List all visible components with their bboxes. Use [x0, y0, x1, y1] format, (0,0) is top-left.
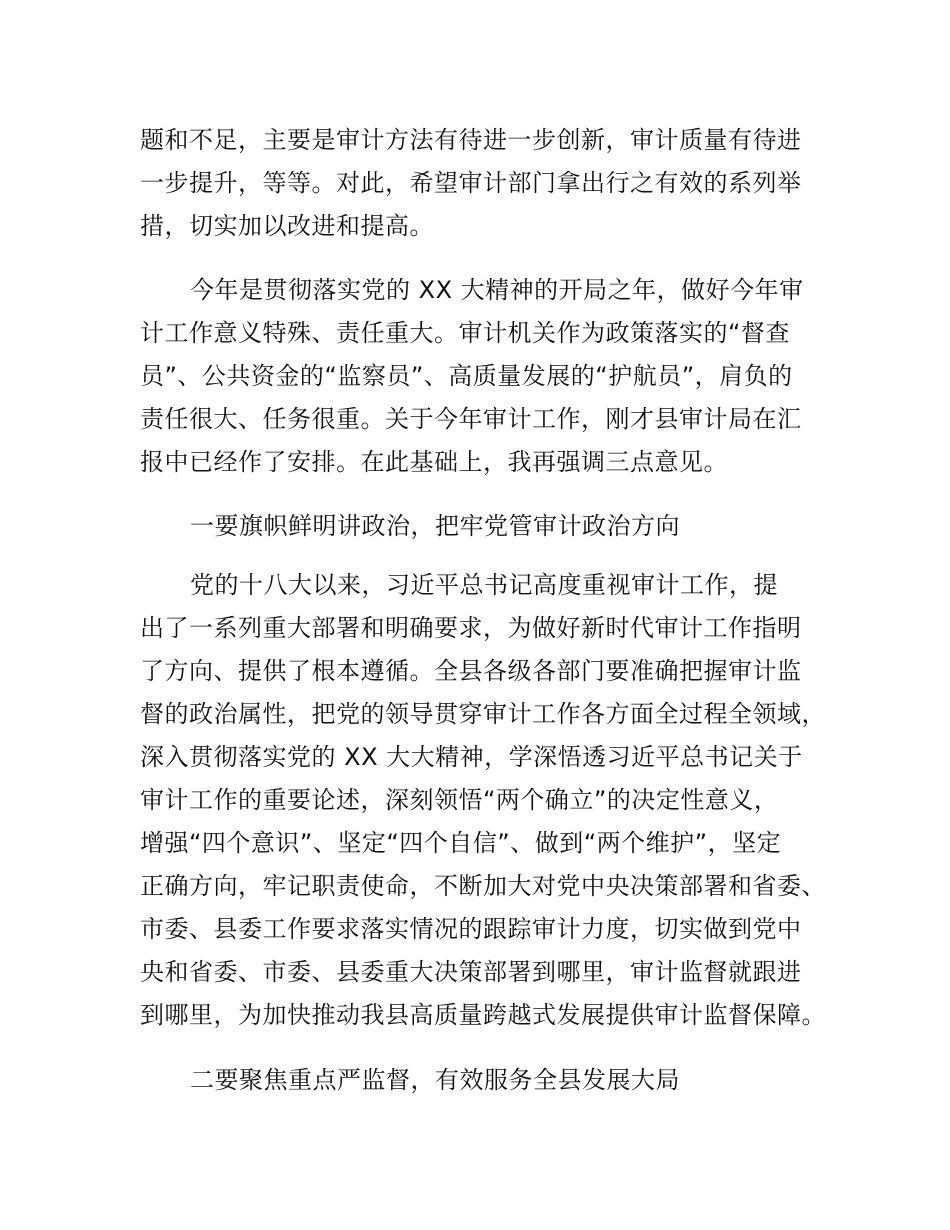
paragraph-line: 了方向、提供了根本遵循。全县各级各部门要准确把握审计监 [140, 657, 802, 685]
paragraph-line: 计工作意义特殊、责任重大。审计机关作为政策落实的“督查 [140, 319, 790, 347]
paragraph-line: 深入贯彻落实党的 XX 大大精神，学深悟透习近平总书记关于 [140, 743, 803, 771]
paragraph-line: 报中已经作了安排。在此基础上，我再强调三点意见。 [140, 448, 728, 476]
paragraph-line: 央和省委、市委、县委重大决策部署到哪里，审计监督就跟进 [140, 958, 802, 986]
paragraph-line: 一步提升，等等。对此，希望审计部门拿出行之有效的系列举 [140, 169, 802, 197]
paragraph-line: 到哪里，为加快推动我县高质量跨越式发展提供审计监督保障。 [140, 1001, 826, 1029]
paragraph-line: 出了一系列重大部署和明确要求，为做好新时代审计工作指明 [140, 614, 802, 642]
paragraph-line: 增强“四个意识”、坚定“四个自信”、做到“两个维护”，坚定 [140, 829, 782, 857]
paragraph-line: 党的十八大以来，习近平总书记高度重视审计工作，提 [190, 571, 778, 599]
paragraph-line: 措，切实加以改进和提高。 [140, 212, 434, 240]
paragraph-line: 员”、公共资金的“监察员”、高质量发展的“护航员”，肩负的 [140, 362, 793, 390]
paragraph-line: 题和不足，主要是审计方法有待进一步创新，审计质量有待进 [140, 126, 802, 154]
paragraph-line: 责任很大、任务很重。关于今年审计工作，刚才县审计局在汇 [140, 405, 802, 433]
paragraph-line: 今年是贯彻落实党的 XX 大精神的开局之年，做好今年审 [190, 276, 804, 304]
paragraph-line: 审计工作的重要论述，深刻领悟“两个确立”的决定性意义， [140, 786, 779, 814]
section-heading: 一要旗帜鲜明讲政治，把牢党管审计政治方向 [190, 512, 680, 540]
paragraph-line: 市委、县委工作要求落实情况的跟踪审计力度，切实做到党中 [140, 915, 802, 943]
section-heading: 二要聚焦重点严监督，有效服务全县发展大局 [190, 1066, 680, 1094]
paragraph-line: 督的政治属性，把党的领导贯穿审计工作各方面全过程全领域， [140, 700, 826, 728]
paragraph-line: 正确方向，牢记职责使命，不断加大对党中央决策部署和省委、 [140, 872, 826, 900]
